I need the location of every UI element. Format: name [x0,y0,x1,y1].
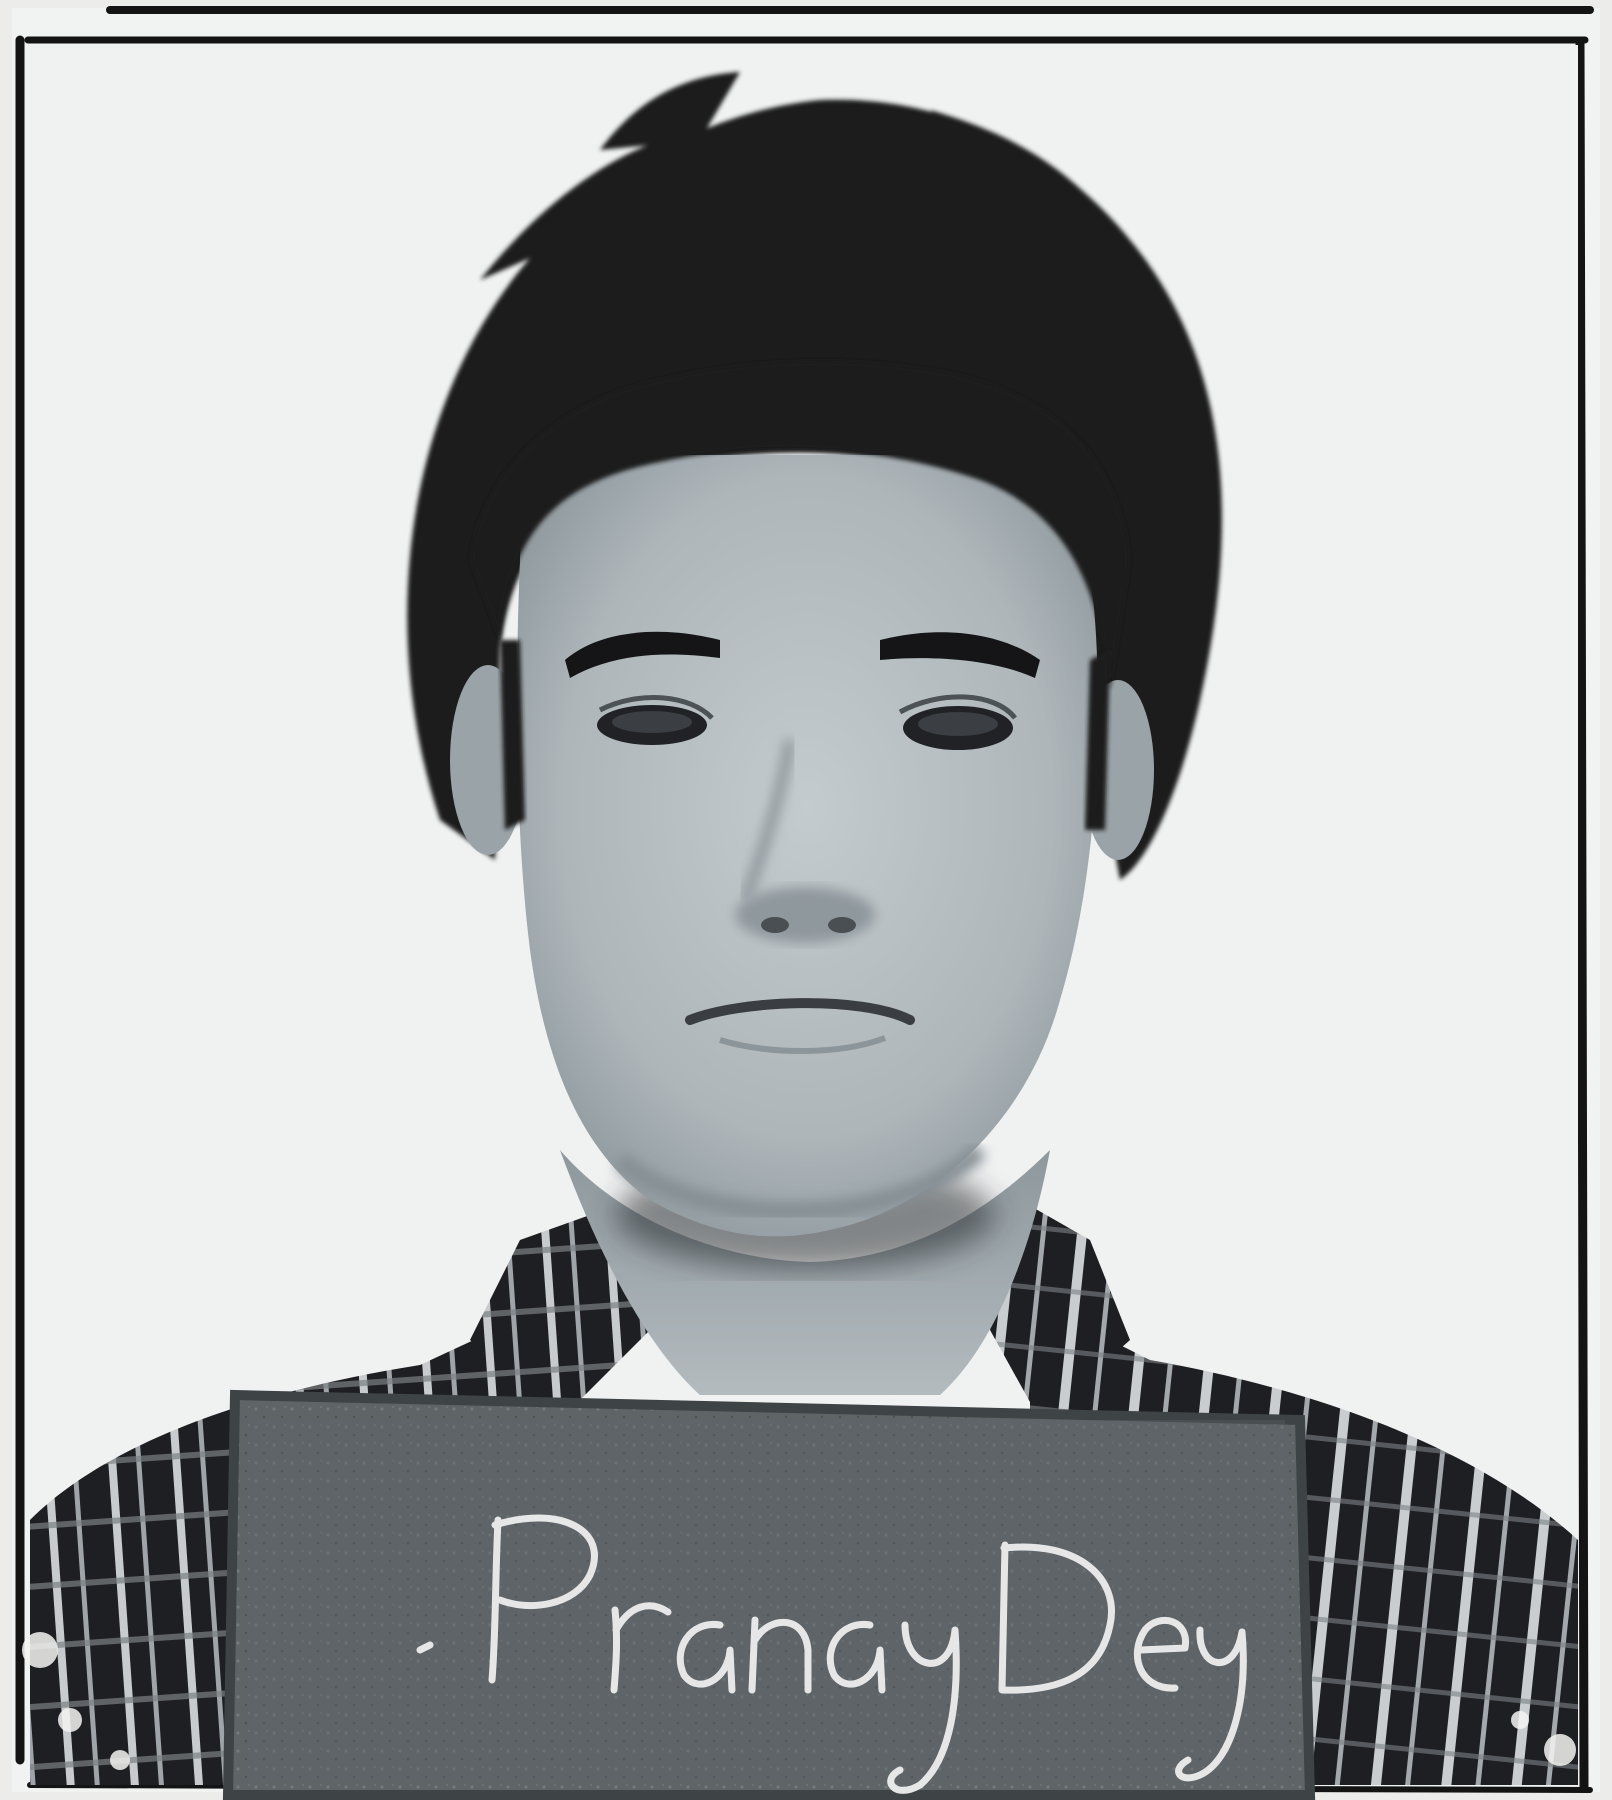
chalkboard [228,1395,1310,1795]
